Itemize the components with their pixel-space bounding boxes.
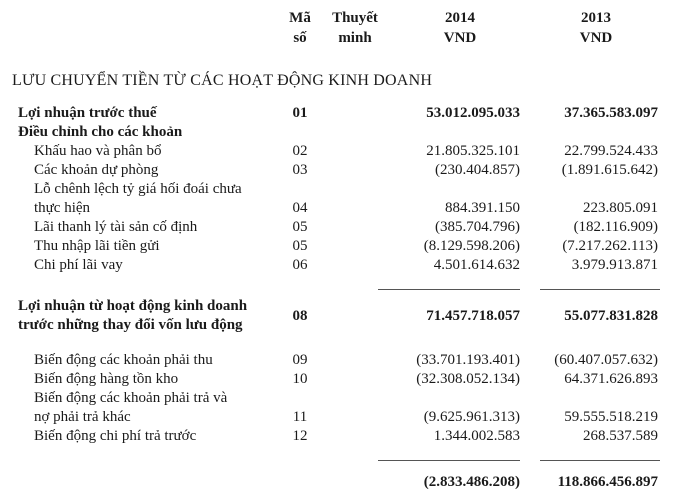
value-2013: 22.799.524.433 [564,143,658,159]
table-row [0,427,698,446]
row-code: 11 [292,409,308,425]
table-row [0,161,698,180]
value-2013: 55.077.831.828 [564,308,658,324]
header-2013-year: 2013 [581,10,611,26]
row-label: nợ phải trả khác [34,409,131,425]
subtotal-rule-2014 [378,289,520,290]
table-row [0,256,698,275]
value-2013: 223.805.091 [583,200,658,216]
row-label: Lợi nhuận trước thuế [18,105,157,121]
table-row [0,142,698,161]
value-2013: 64.371.626.893 [564,371,658,387]
row-code: 01 [292,105,308,121]
row-code: 09 [292,352,308,368]
table-row [0,123,698,142]
total-rule-2014 [378,460,520,461]
value-2014: (2.833.486.208) [423,474,520,490]
section-title: LƯU CHUYỂN TIỀN TỪ CÁC HOẠT ĐỘNG KINH DOANH [12,72,433,89]
row-code: 05 [292,238,308,254]
value-2014: (385.704.796) [435,219,520,235]
table-row [0,473,698,492]
value-2013: 3.979.913.871 [571,257,658,273]
total-rule-2013 [540,460,660,461]
row-label: Biến động hàng tồn kho [34,371,179,387]
value-2013: 59.555.518.219 [564,409,658,425]
row-label: Biến động chi phí trả trước [34,428,197,444]
table-row [0,308,698,335]
header-2014-year: 2014 [445,10,475,26]
header-ma-so-line1: Mã [289,10,311,26]
value-2014: (9.625.961.313) [423,409,520,425]
header-thuyet-minh-line2: minh [338,30,372,46]
value-2014: (33.701.193.401) [416,352,520,368]
value-2013: 118.866.456.897 [557,474,658,490]
header-2014 [416,8,504,48]
value-2013: 268.537.589 [583,428,658,444]
row-code: 08 [292,308,308,324]
row-label: Thu nhập lãi tiền gửi [34,238,160,254]
row-code: 05 [292,219,308,235]
header-ma-so [276,8,324,48]
row-label: Khấu hao và phân bổ [34,143,162,159]
header-thuyet-minh-line1: Thuyết [332,10,378,26]
value-2014: 1.344.002.583 [433,428,520,444]
row-label: trước những thay đổi vốn lưu động [18,317,243,333]
value-2013: (60.407.057.632) [554,352,658,368]
table-row [0,370,698,389]
row-label: Biến động các khoản phải thu [34,352,213,368]
table-row [0,218,698,237]
table-row [0,180,698,199]
value-2013: (182.116.909) [573,219,658,235]
value-2014: 4.501.614.632 [433,257,520,273]
row-label: thực hiện [34,200,91,216]
row-label: Biến động các khoản phải trả và [34,390,228,406]
value-2014: (230.404.857) [435,162,520,178]
value-2013: (7.217.262.113) [562,238,658,254]
header-ma-so-line2: số [293,30,307,46]
row-code: 12 [292,428,308,444]
header-2013 [552,8,640,48]
value-2013: (1.891.615.642) [561,162,658,178]
row-label: Các khoản dự phòng [34,162,159,178]
row-code: 06 [292,257,308,273]
value-2014: (32.308.052.134) [416,371,520,387]
value-2014: 71.457.718.057 [426,308,520,324]
subtotal-rule-2013 [540,289,660,290]
row-label: Điều chỉnh cho các khoản [18,124,183,140]
table-row [0,351,698,370]
value-2014: 884.391.150 [445,200,520,216]
table-row [0,237,698,256]
row-code: 02 [292,143,308,159]
row-label: Lỗ chênh lệch tỷ giá hối đoái chưa [34,181,242,197]
header-2014-unit: VND [443,30,477,46]
row-code: 04 [292,200,308,216]
header-thuyet-minh [322,8,388,48]
table-row [0,104,698,123]
table-row [0,199,698,218]
value-2013: 37.365.583.097 [564,105,658,121]
row-code: 10 [292,371,308,387]
value-2014: 53.012.095.033 [426,105,520,121]
row-label: Chi phí lãi vay [34,257,123,273]
value-2014: 21.805.325.101 [426,143,520,159]
header-2013-unit: VND [579,30,613,46]
row-label: Lợi nhuận từ hoạt động kinh doanh [18,298,248,314]
table-row [0,389,698,408]
value-2014: (8.129.598.206) [423,238,520,254]
row-label: Lãi thanh lý tài sản cố định [34,219,198,235]
row-code: 03 [292,162,308,178]
table-row [0,408,698,427]
